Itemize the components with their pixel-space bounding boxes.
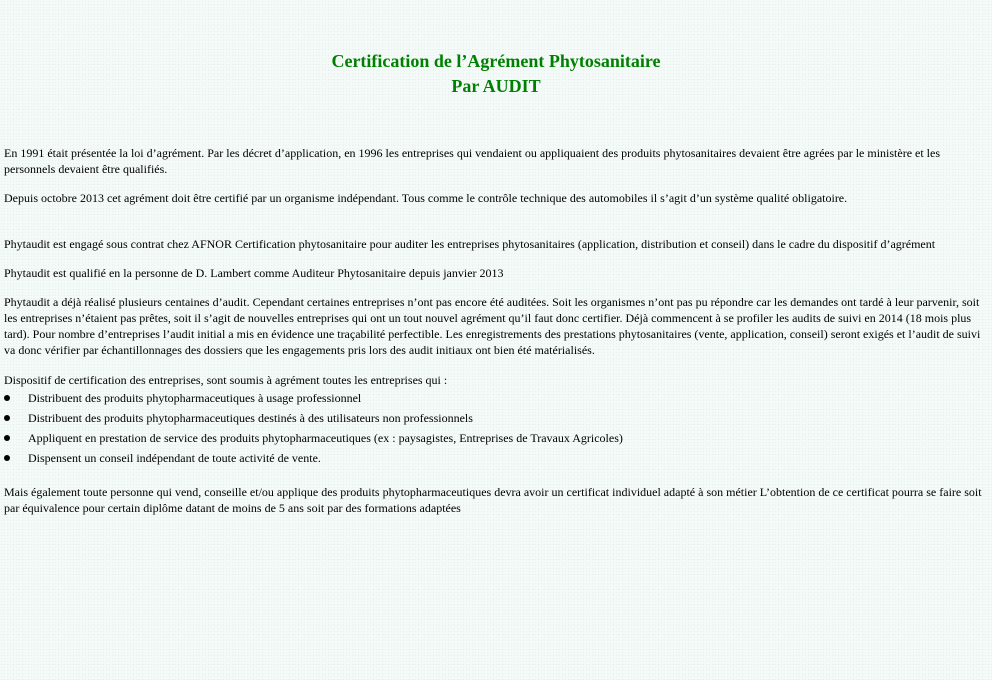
title-line-2: Par AUDIT	[451, 76, 541, 96]
list-item	[4, 390, 988, 410]
bullet-dot-icon	[4, 415, 10, 421]
paragraph-engagement: Phytaudit est engagé sous contrat chez AFNOR Certification phytosanitaire pour auditer les entreprises phytosanitaires (application, distribution et conseil) dans le cadre du dispositif d’agrément	[4, 237, 936, 251]
bullet-dot-icon	[4, 435, 10, 441]
page-title	[0, 49, 992, 99]
bullet-dot-icon	[4, 455, 10, 461]
bullet-list	[4, 390, 988, 470]
paragraph-certification: Depuis octobre 2013 cet agrément doit être certifié par un organisme indépendant. Tous comme le contrôle technique des automobiles il s’agit d’un système qualité obligatoire.	[4, 191, 848, 205]
list-item-text: Distribuent des produits phytopharmaceutiques à usage professionnel	[28, 391, 362, 405]
list-item	[4, 450, 988, 470]
list-item-text: Distribuent des produits phytopharmaceutiques destinés à des utilisateurs non professionnels	[28, 411, 473, 425]
list-item-text: Appliquent en prestation de service des produits phytopharmaceutiques (ex : paysagistes, Entreprises de Travaux Agricoles)	[28, 431, 623, 445]
list-item	[4, 410, 988, 430]
paragraph-intro: En 1991 était présentée la loi d’agrément. Par les décret d’application, en 1996 les entreprises qui vendaient ou appliquaient des produits phytosanitaires devaient être agrées par le ministère et les personnels devaient être qualifiés.	[4, 146, 941, 176]
list-item	[4, 430, 988, 450]
list-item-text: Dispensent un conseil indépendant de toute activité de vente.	[28, 451, 321, 465]
main-content	[4, 145, 988, 516]
title-line-1: Certification de l’Agrément Phytosanitaire	[331, 51, 661, 71]
paragraph-qualification: Phytaudit est qualifié en la personne de D. Lambert comme Auditeur Phytosanitaire depuis janvier 2013	[4, 266, 504, 280]
paragraph-audits: Phytaudit a déjà réalisé plusieurs centaines d’audit. Cependant certaines entreprises n’ont pas encore été auditées. Soit les organismes n’ont pas pu répondre car les demandes ont tardé à leur parvenir, soit les entreprises n’étaient pas prêtes, soit il s’agit de nouvelles entreprises qui ont un tout nouvel agrément qu’il faut donc certifier. Déjà commencent à se profiler les audits de suivi en 2014 (18 mois plus tard). Pour nombre d’entreprises l’audit initial a mis en évidence une traçabilité perfectible. Les enregistrements des prestations phytosanitaires (vente, application, conseil) seront exigés et l’audit de suivi va donc vérifier par échantillonnages des dossiers que les engagements pris lors des audit initiaux ont bien été matérialisés.	[4, 295, 981, 357]
paragraph-conclusion: Mais également toute personne qui vend, conseille et/ou applique des produits phytopharmaceutiques devra avoir un certificat individuel adapté à son métier L’obtention de ce certificat pourra se faire soit par équivalence pour certain diplôme datant de moins de 5 ans soit par des formations adaptées	[4, 485, 982, 515]
bullet-dot-icon	[4, 395, 10, 401]
paragraph-dispositif: Dispositif de certification des entreprises, sont soumis à agrément toutes les entreprises qui :	[4, 373, 448, 387]
